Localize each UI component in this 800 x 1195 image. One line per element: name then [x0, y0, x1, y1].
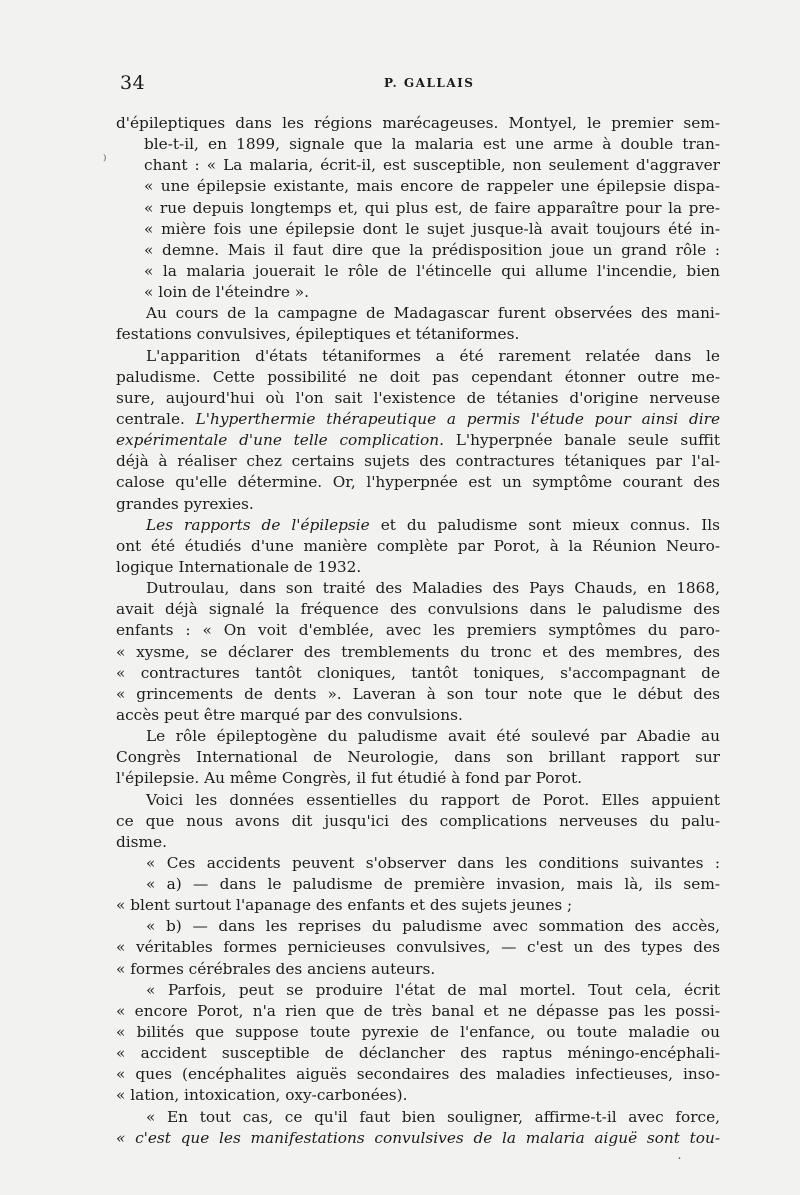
text-fragment: centrale.	[116, 409, 185, 428]
text-line: « c'est que les manifestations convulsives de la malaria aiguë sont tou-	[116, 1128, 720, 1147]
text-line: « a) — dans le paludisme de première invasion, mais là, ils sem-	[146, 875, 720, 894]
text-line: « rue depuis longtemps et, qui plus est, de faire apparaître pour la pre-	[144, 198, 720, 217]
text-line: Dutroulau, dans son traité des Maladies des Pays Chauds, en 1868,	[146, 579, 720, 598]
text-line: « Parfois, peut se produire l'état de mal mortel. Tout cela, écrit	[146, 980, 720, 999]
text-line: « la malaria jouerait le rôle de l'étincelle qui allume l'incendie, bien	[144, 261, 720, 280]
text-line: ble-t-il, en 1899, signale que la malaria est une arme à double tran-	[144, 135, 720, 154]
text-line: « formes cérébrales des anciens auteurs.	[116, 959, 436, 978]
text-line: « xysme, se déclarer des tremblements du tronc et des membres, des	[116, 642, 720, 661]
text-line: déjà à réaliser chez certains sujets des contractures tétaniques par l'al-	[116, 452, 720, 471]
running-head-author: P. GALLAIS	[384, 76, 475, 90]
page-header	[0, 72, 800, 96]
text-line: « ques (encéphalites aiguës secondaires des maladies infectieuses, inso-	[116, 1065, 720, 1084]
text-line: « En tout cas, ce qu'il faut bien souligner, affirme-t-il avec force,	[146, 1107, 720, 1126]
page-number: 34	[120, 72, 146, 94]
text-line	[116, 515, 720, 536]
text-line: ont été étudiés d'une manière complète par Porot, à la Réunion Neuro-	[116, 536, 720, 555]
text-line: « Ces accidents peuvent s'observer dans les conditions suivantes :	[146, 853, 720, 872]
text-line: Congrès International de Neurologie, dans son brillant rapport sur	[116, 748, 720, 767]
text-line: « accident susceptible de déclancher des raptus méningo-encéphali-	[116, 1044, 720, 1063]
text-line: logique Internationale de 1932.	[116, 557, 362, 576]
text-line: Le rôle épileptogène du paludisme avait été soulevé par Abadie au	[146, 727, 720, 746]
text-line: avait déjà signalé la fréquence des convulsions dans le paludisme des	[116, 600, 720, 619]
text-line: « bilités que suppose toute pyrexie de l'enfance, ou toute maladie ou	[116, 1023, 720, 1042]
text-line: « loin de l'éteindre ».	[144, 283, 309, 302]
text-line: paludisme. Cette possibilité ne doit pas cependant étonner outre me-	[116, 367, 720, 386]
text-fragment: et du paludisme sont mieux connus. Ils	[380, 515, 720, 534]
text-line: d'épileptiques dans les régions marécageuses. Montyel, le premier sem-	[116, 114, 720, 132]
text-line: « véritables formes pernicieuses convulsives, — c'est un des types des	[116, 938, 720, 957]
text-line: sure, aujourd'hui où l'on sait l'existence de tétanies d'origine nerveuse	[116, 388, 720, 407]
text-line: Au cours de la campagne de Madagascar furent observées des mani-	[146, 304, 720, 323]
text-line: calose qu'elle détermine. Or, l'hyperpnée est un symptôme courant des	[116, 473, 720, 492]
text-line: l'épilepsie. Au même Congrès, il fut étudié à fond par Porot.	[116, 769, 583, 788]
ink-speck-mark: ˙	[676, 1156, 683, 1172]
italic-text: Les rapports de l'épilepsie	[146, 515, 370, 534]
text-line: « contractures tantôt cloniques, tantôt toniques, s'accompagnant de	[116, 663, 720, 682]
text-line: L'apparition d'états tétaniformes a été rarement relatée dans le	[146, 346, 720, 365]
italic-text: expérimentale d'une telle complication.	[116, 431, 444, 450]
body-text	[116, 113, 720, 1149]
text-line: Voici les données essentielles du rapport de Porot. Elles appuient	[146, 790, 720, 809]
text-line: « blent surtout l'apanage des enfants et des sujets jeunes ;	[116, 896, 573, 915]
text-line: ce que nous avons dit jusqu'ici des complications nerveuses du palu-	[116, 811, 720, 830]
text-line: enfants : « On voit d'emblée, avec les premiers symptômes du paro-	[116, 621, 720, 640]
text-line: chant : « La malaria, écrit-il, est susceptible, non seulement d'aggraver	[144, 156, 720, 175]
text-line: « grincements de dents ». Laveran à son tour note que le début des	[116, 684, 720, 703]
text-line: « encore Porot, n'a rien que de très banal et ne dépasse pas les possi-	[116, 1001, 720, 1020]
text-line: « une épilepsie existante, mais encore de rappeler une épilepsie dispa-	[144, 177, 720, 196]
text-line	[116, 409, 720, 430]
text-line: grandes pyrexies.	[116, 494, 254, 513]
text-line: festations convulsives, épileptiques et tétaniformes.	[116, 325, 520, 344]
text-line: disme.	[116, 832, 167, 851]
text-line	[116, 430, 720, 451]
text-line: « demne. Mais il faut dire que la prédisposition joue un grand rôle :	[144, 240, 720, 259]
text-line: accès peut être marqué par des convulsions.	[116, 705, 463, 724]
italic-text: L'hyperthermie thérapeutique a permis l'étude pour ainsi dire	[195, 409, 720, 428]
text-fragment: L'hyperpnée banale seule suffit	[455, 431, 720, 450]
text-line: « lation, intoxication, oxy-carbonées).	[116, 1086, 408, 1105]
text-line: « b) — dans les reprises du paludisme avec sommation des accès,	[146, 917, 720, 936]
text-line: « mière fois une épilepsie dont le sujet jusque-là avait toujours été in-	[144, 219, 720, 238]
margin-speck-mark: ⁾	[103, 153, 107, 169]
